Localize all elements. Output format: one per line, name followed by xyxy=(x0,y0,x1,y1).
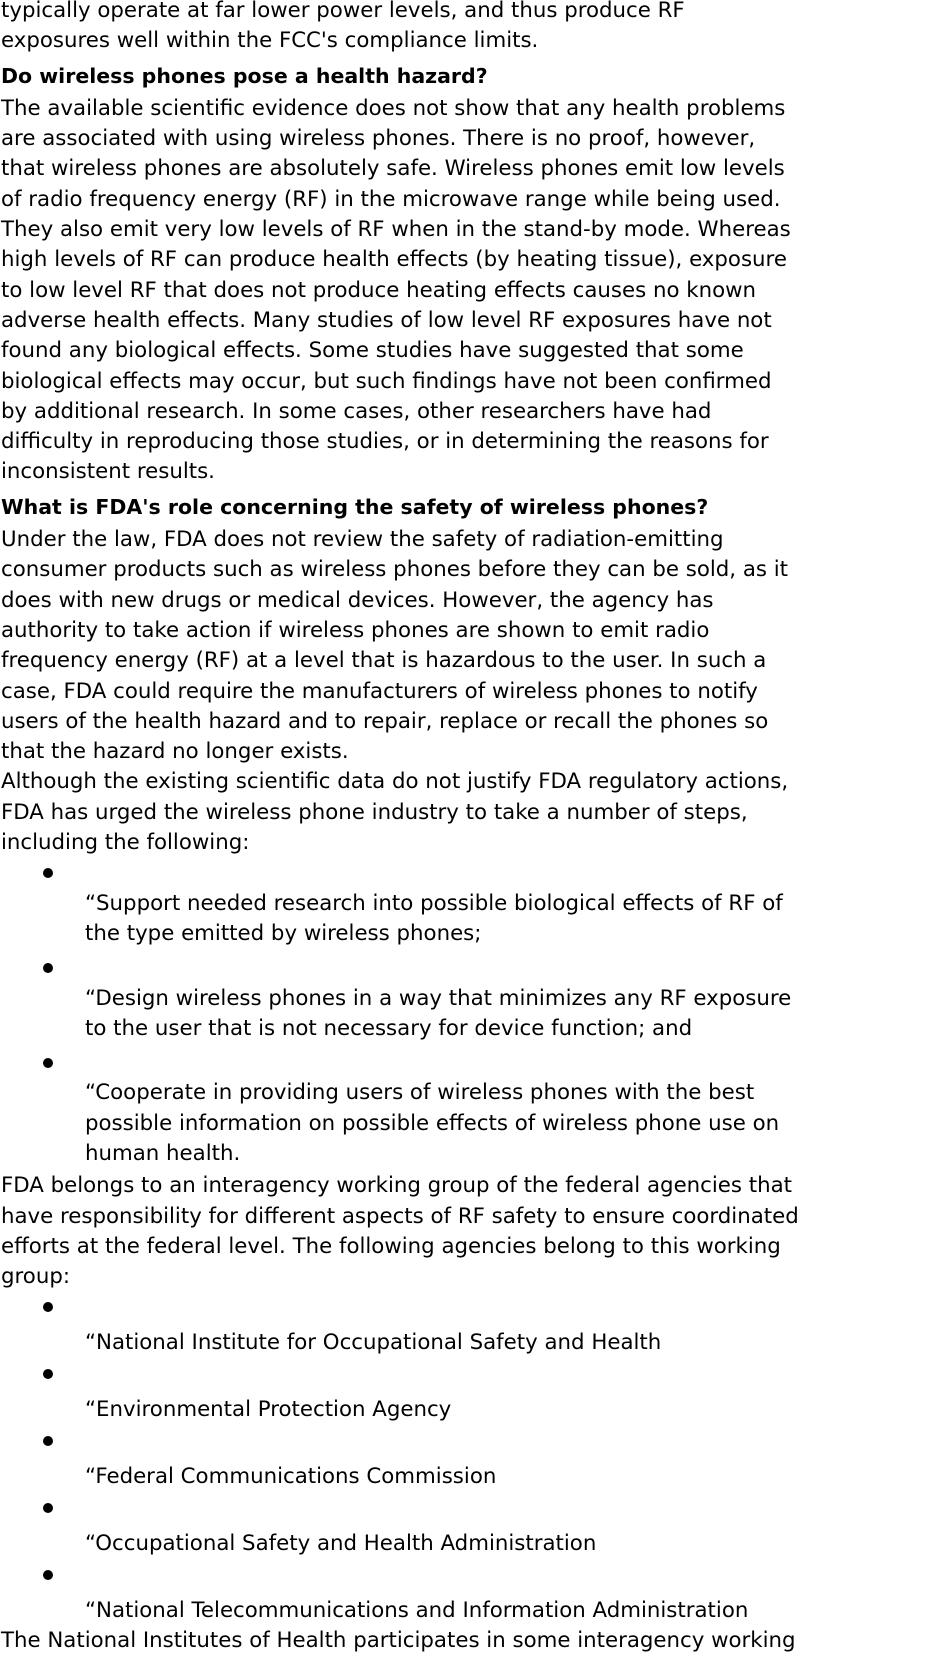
list-item-text: “Cooperate in providing users of wireless phones with the best possible information on possible effects of wireless phone use on human health. xyxy=(85,1080,780,1166)
bullet-icon xyxy=(43,1503,53,1513)
heading-health-hazard: Do wireless phones pose a health hazard? xyxy=(1,63,488,88)
document-page xyxy=(1,0,937,1657)
fda-law-paragraph: Under the law, FDA does not review the safety of radiation-emitting consumer products such as wireless phones before they can be sold, as it does with new drugs or medical devices. However, the agency has authority to take action if wireless phones are shown to emit radio frequency energy (RF) at a level that is hazardous to the user. In such a case, FDA could require the manufacturers of wireless phones to notify users of the health hazard and to repair, replace or recall the phones so that the hazard no longer exists. xyxy=(1,527,789,765)
list-item-text: “Federal Communications Commission xyxy=(85,1463,497,1489)
list-item-text: “Design wireless phones in a way that minimizes any RF exposure to the user that is not necessary for device function; and xyxy=(85,985,792,1041)
list-item xyxy=(1,1292,937,1359)
agencies-list xyxy=(1,1292,937,1627)
list-item-text: “Support needed research into possible biological effects of RF of the type emitted by wireless phones; xyxy=(85,890,783,946)
list-item-text: “Environmental Protection Agency xyxy=(85,1396,452,1422)
heading-fda-role: What is FDA's role concerning the safety of wireless phones? xyxy=(1,494,709,519)
list-item xyxy=(1,1048,937,1169)
list-item xyxy=(1,858,937,949)
bullet-icon xyxy=(43,868,53,878)
intro-paragraph: typically operate at far lower power levels, and thus produce RF exposures well within the FCC's compliance limits. xyxy=(1,0,685,54)
bullet-icon xyxy=(43,963,53,973)
list-item-text: “Occupational Safety and Health Administration xyxy=(85,1530,597,1556)
fda-urged-paragraph: Although the existing scientific data do not justify FDA regulatory actions, FDA has urged the wireless phone industry to take a number of steps, including the following: xyxy=(1,769,789,856)
bullet-icon xyxy=(43,1302,53,1312)
list-item xyxy=(1,1560,937,1627)
list-item xyxy=(1,1359,937,1426)
list-item-text: “National Telecommunications and Information Administration xyxy=(85,1597,749,1623)
list-item xyxy=(1,1426,937,1493)
bullet-icon xyxy=(43,1369,53,1379)
bullet-icon xyxy=(43,1058,53,1068)
health-hazard-paragraph: The available scientific evidence does not show that any health problems are associated with using wireless phones. There is no proof, however, that wireless phones are absolutely safe. Wireless phones emit low levels of radio frequency energy (RF) in the microwave range while being used. They also emit very low levels of RF when in the stand-by mode. Whereas high levels of RF can produce health effects (by heating tissue), exposure to low level RF that does not produce heating effects causes no known adverse health effects. Many studies of low level RF exposures have not found any biological effects. Some studies have suggested that some biological effects may occur, but such findings have not been confirmed by additional research. In some cases, other researchers have had difficulty in reproducing those studies, or in determining the reasons for inconsistent results. xyxy=(1,95,791,485)
list-item xyxy=(1,953,937,1044)
nih-paragraph: The National Institutes of Health participates in some interagency working xyxy=(1,1628,796,1654)
bullet-icon xyxy=(43,1436,53,1446)
fda-steps-list xyxy=(1,858,937,1169)
list-item xyxy=(1,1493,937,1560)
working-group-paragraph: FDA belongs to an interagency working group of the federal agencies that have responsibility for different aspects of RF safety to ensure coordinated efforts at the federal level. The following agencies belong to this working group: xyxy=(1,1173,799,1290)
list-item-text: “National Institute for Occupational Safety and Health xyxy=(85,1329,662,1355)
bullet-icon xyxy=(43,1570,53,1580)
